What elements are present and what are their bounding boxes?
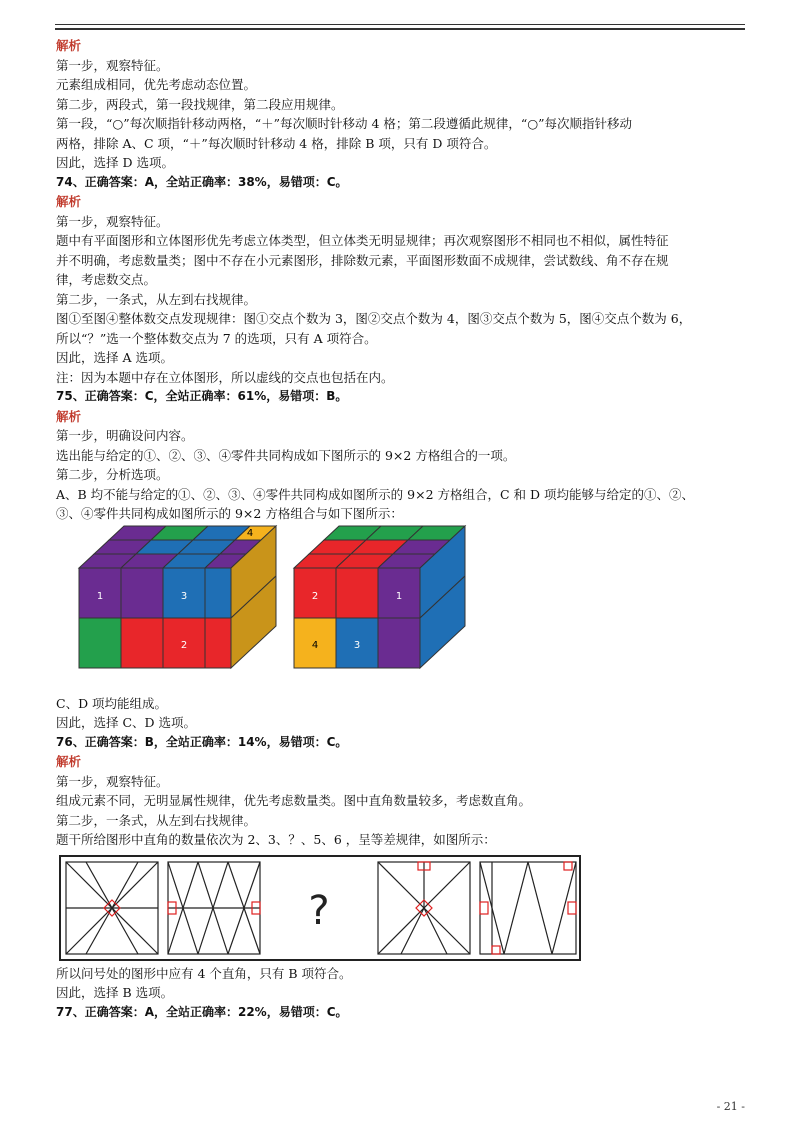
q76-line: 第二步，一条式，从左到右找规律。 <box>56 812 257 828</box>
panel-2 <box>168 862 260 954</box>
q76-line: 题干所给图形中直角的数量依次为 2、3、？、5、6 ，呈等差规律，如图所示： <box>56 832 496 847</box>
left-label-4: 4 <box>246 527 254 539</box>
q74-analysis-tag: 解析 <box>56 194 82 209</box>
left-label-1: 1 <box>96 590 104 602</box>
q75-line: 选出能与给定的①、②、③、④零件共同构成如下图所示的 9×2 方格组合的一项。 <box>56 447 516 463</box>
q75-answer: 75、正确答案：C，全站正确率：61%，易错项：B。 <box>56 389 348 403</box>
right-label-2: 2 <box>311 590 319 602</box>
q75-analysis-tag: 解析 <box>56 408 82 424</box>
q74-line: 律，考虑数交点。 <box>56 272 157 287</box>
q73-line: 第一步，观察特征。 <box>56 57 169 73</box>
q75-line: A、B 均不能与给定的①、②、③、④零件共同构成如图所示的 9×2 方格组合，C 和 D 项均能够与给定的①、②、 <box>56 486 695 502</box>
q74-line: 所以“？”选一个整体数交点为 7 的选项，只有 A 项符合。 <box>56 330 377 346</box>
q73-line: 两格，排除 A、C 项，“＋”每次顺时针移动 4 格，排除 B 项，只有 D 项符合。 <box>56 135 497 151</box>
right-label-1: 1 <box>395 590 403 602</box>
q76-after-line: 因此，选择 B 选项。 <box>56 985 174 1000</box>
q74-line: 注：因为本题中存在立体图形，所以虚线的交点也包括在内。 <box>56 369 394 385</box>
q74-line: 图①至图④整体数交点发现规律：图①交点个数为 3，图②交点个数为 4，图③交点个数为 5，图④交点个数为 6， <box>56 311 692 326</box>
q77-answer: 77、正确答案：A，全站正确率：22%，易错项：C。 <box>56 1004 348 1019</box>
page-content <box>56 36 756 1022</box>
cube-assembly-figure <box>56 524 506 694</box>
q75-after-line: C、D 项均能组成。 <box>56 695 168 711</box>
q76-analysis-tag: 解析 <box>56 754 82 769</box>
right-label-4: 4 <box>311 639 319 651</box>
q73-line: 因此，选择 D 选项。 <box>56 155 174 170</box>
left-label-2: 2 <box>180 639 188 651</box>
q73-line: 第一段，“○”每次顺指针移动两格，“＋”每次顺时针移动 4 格；第二段遵循此规律，“○”每次顺指针移动 <box>56 116 633 131</box>
header-rule-thick <box>55 28 745 30</box>
q76-line: 组成元素不同，无明显属性规律，优先考虑数量类。图中直角数量较多，考虑数直角。 <box>56 793 532 808</box>
q73-line: 元素组成相同，优先考虑动态位置。 <box>56 77 257 92</box>
q75-line: 第一步，明确设问内容。 <box>56 428 194 443</box>
q74-answer: 74、正确答案：A，全站正确率：38%，易错项：C。 <box>56 174 348 189</box>
left-cuboid <box>79 526 276 668</box>
q75-after-line: 因此，选择 C、D 选项。 <box>56 715 197 730</box>
right-angle-sequence-figure <box>56 852 586 964</box>
panel-4 <box>378 862 470 954</box>
q73-line: 第二步，两段式，第一段找规律，第二段应用规律。 <box>56 96 344 112</box>
q75-line: 第二步，分析选项。 <box>56 467 169 482</box>
q74-line: 因此，选择 A 选项。 <box>56 350 173 365</box>
right-cuboid <box>294 526 465 668</box>
panel-1 <box>66 862 158 954</box>
panel-5 <box>480 862 576 954</box>
q74-line: 并不明确，考虑数量类；图中不存在小元素图形，排除数元素，平面图形数面不成规律，尝试数线、角不存在规 <box>56 252 669 268</box>
q76-answer: 76、正确答案：B，全站正确率：14%，易错项：C。 <box>56 734 348 749</box>
left-label-3: 3 <box>180 590 188 602</box>
q76-line: 第一步，观察特征。 <box>56 773 169 789</box>
q74-line: 题中有平面图形和立体图形优先考虑立体类型，但立体类无明显规律；再次观察图形不相同也不相似，属性特征 <box>56 233 669 248</box>
q75-line: ③、④零件共同构成如图所示的 9×2 方格组合与如下图所示： <box>56 506 403 521</box>
q76-after-line: 所以问号处的图形中应有 4 个直角，只有 B 项符合。 <box>56 965 352 981</box>
q74-line: 第一步，观察特征。 <box>56 213 169 229</box>
page-number: - 21 - <box>716 1100 745 1113</box>
right-label-3: 3 <box>353 639 361 651</box>
question-mark: ? <box>308 887 330 934</box>
q73-analysis-tag: 解析 <box>56 38 82 53</box>
q74-line: 第二步，一条式，从左到右找规律。 <box>56 291 257 307</box>
header-rule-thin <box>55 24 745 25</box>
